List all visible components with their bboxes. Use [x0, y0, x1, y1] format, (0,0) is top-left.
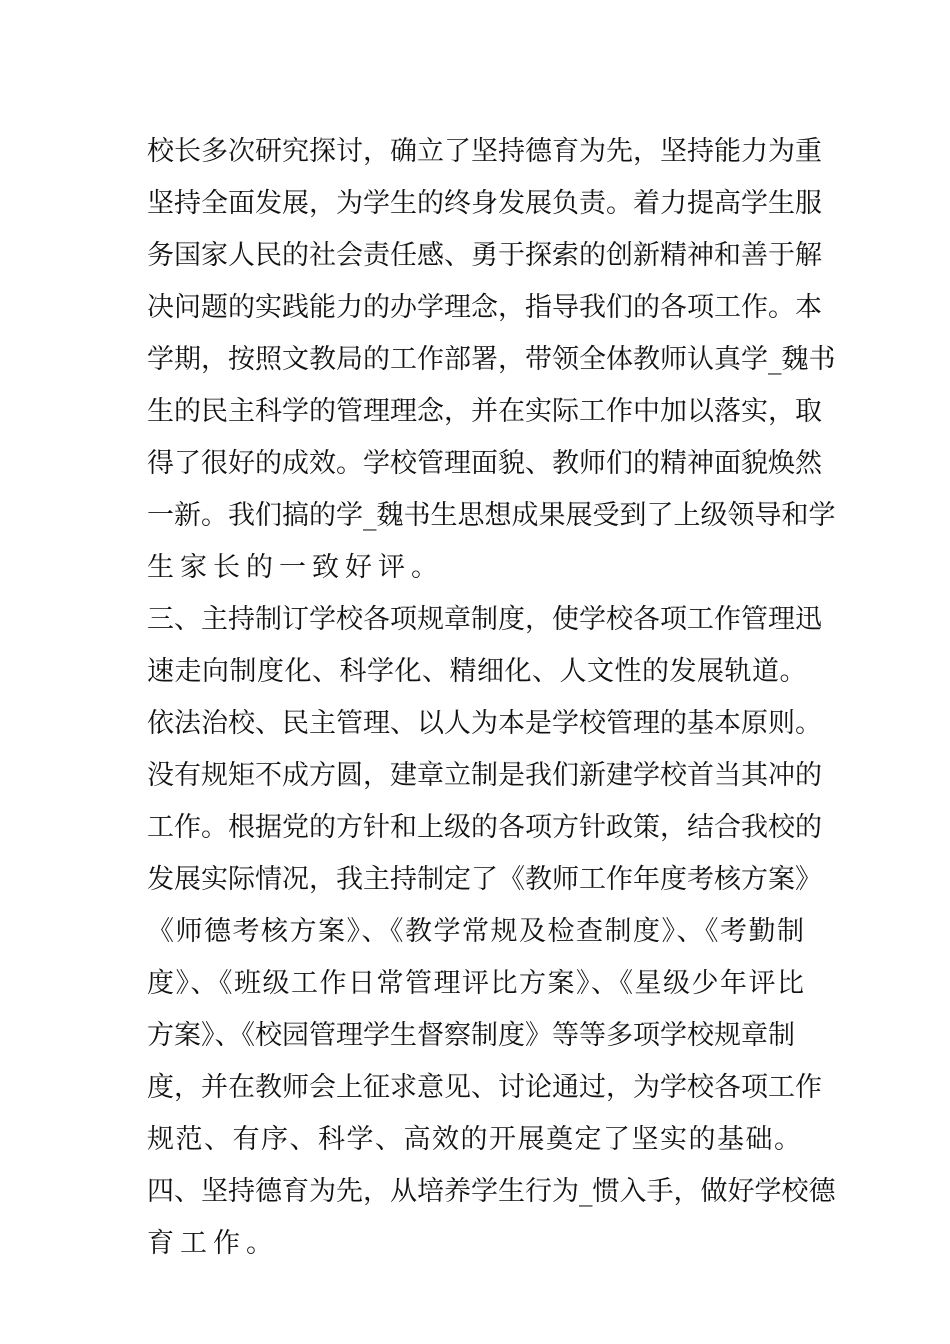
text-line: 依法治校、民主管理、以人为本是学校管理的基本原则。 — [147, 708, 822, 739]
text-line: 规范、有序、科学、高效的开展奠定了坚实的基础。 — [147, 1124, 803, 1155]
body-text — [147, 126, 836, 1270]
text-line: 没有规矩不成方圆，建章立制是我们新建学校首当其冲的 — [147, 760, 822, 791]
text-line: 决问题的实践能力的办学理念，指导我们的各项工作。本 — [147, 292, 822, 323]
text-line: 工作。根据党的方针和上级的各项方针政策，结合我校的 — [147, 812, 822, 843]
text-line: 度》、《班级工作日常管理评比方案》、《星级少年评比 — [147, 968, 806, 999]
text-line: 方案》、《校园管理学生督察制度》等等多项学校规章制 — [147, 1020, 795, 1051]
section-heading-line: 三、主持制订学校各项规章制度，使学校各项工作管理迅 — [147, 604, 822, 635]
text-line: 发展实际情况，我主持制定了《教师工作年度考核方案》 — [147, 864, 822, 895]
text-line: 学期，按照文教局的工作部署，带领全体教师认真学_魏书 — [147, 344, 836, 375]
section-heading-line: 速走向制度化、科学化、精细化、人文性的发展轨道。 — [147, 656, 807, 687]
section-heading-line: 四、坚持德育为先，从培养学生行为_惯入手，做好学校德 — [147, 1176, 836, 1207]
text-line: 校长多次研究探讨，确立了坚持德育为先，坚持能力为重 — [147, 136, 822, 167]
text-line: 坚持全面发展，为学生的终身发展负责。着力提高学生服 — [147, 188, 822, 219]
text-line: 一新。我们搞的学_魏书生思想成果展受到了上级领导和学 — [147, 500, 836, 531]
text-line: 务国家人民的社会责任感、勇于探索的创新精神和善于解 — [147, 240, 822, 271]
text-line: 生的民主科学的管理理念，并在实际工作中加以落实，取 — [147, 396, 822, 427]
text-line: 度，并在教师会上征求意见、讨论通过，为学校各项工作 — [147, 1072, 822, 1103]
section-heading-line: 育工作。 — [147, 1228, 279, 1259]
text-line: 《师德考核方案》、《教学常规及检查制度》、《考勤制 — [147, 916, 806, 947]
text-line: 生家长的一致好评。 — [147, 552, 444, 583]
text-line: 得了很好的成效。学校管理面貌、教师们的精神面貌焕然 — [147, 448, 822, 479]
